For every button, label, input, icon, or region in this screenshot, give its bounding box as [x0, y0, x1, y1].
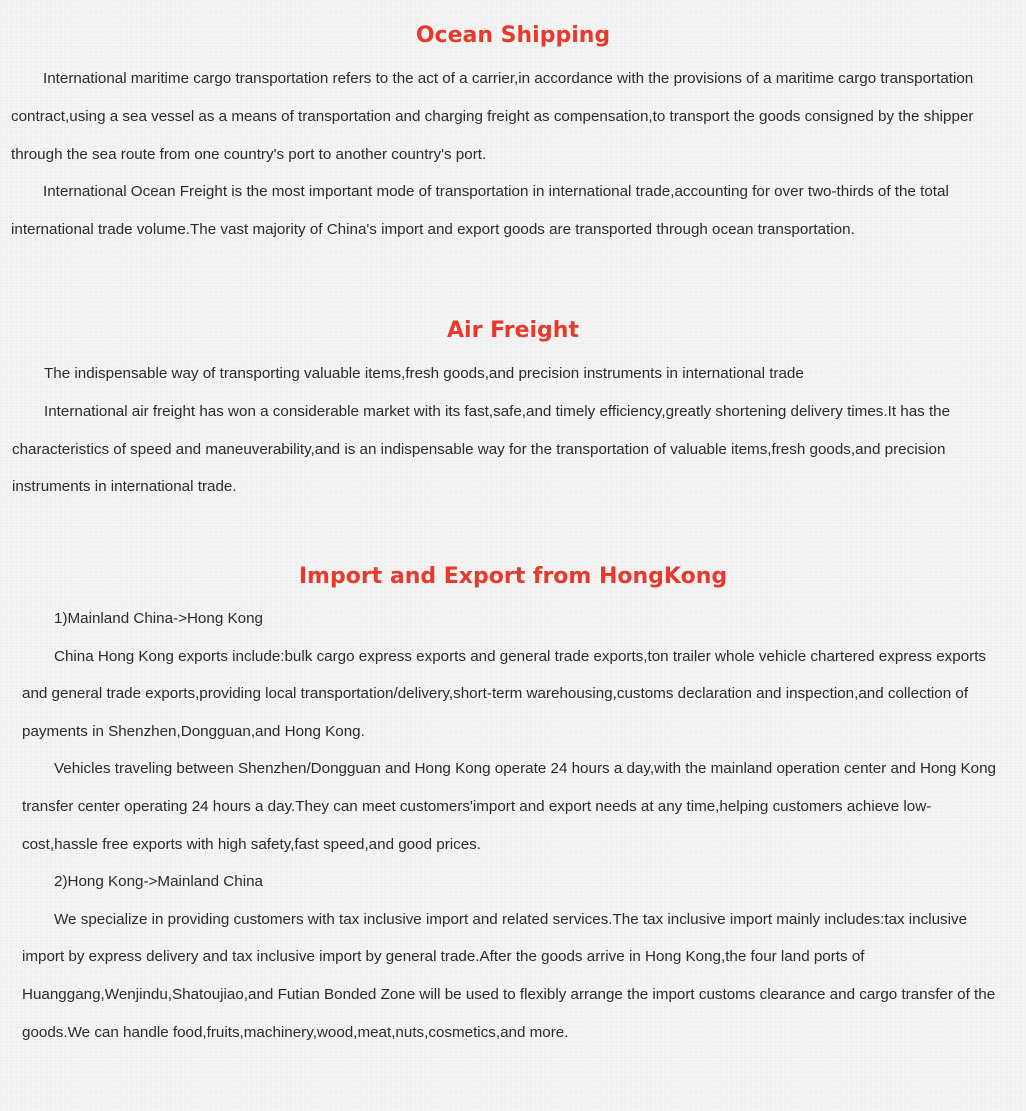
hongkong-import-export-body [0, 600, 1026, 1051]
hk-paragraph-tax-inclusive-import: We specialize in providing customers with tax inclusive import and related services.The tax inclusive import mainly includes:tax inclusive import by express delivery and tax inclusive import by general trade.After the goods arrive in Hong Kong,the four land ports of Huanggang,Wenjindu,Shatoujiao,and Futian Bonded Zone will be used to flexibly arrange the import customs clearance and cargo transfer of the goods.We can handle food,fruits,machinery,wood,meat,nuts,cosmetics,and more. [22, 910, 996, 1041]
ocean-shipping-title: Ocean Shipping [415, 23, 611, 48]
ocean-paragraph-2: International Ocean Freight is the most important mode of transportation in international trade,accounting for over two-thirds of the total international trade volume.The vast majority of China's import and export goods are transported through ocean transportation. [11, 183, 949, 239]
air-freight-title: Air Freight [447, 318, 579, 343]
ocean-paragraph-1: International maritime cargo transportation refers to the act of a carrier,in accordance with the provisions of a maritime cargo transportation contract,using a sea vessel as a means of transportation and charging freight as compensation,to transport the goods consigned by the shipper through the sea route from one country's port to another country's port. [11, 70, 974, 163]
hk-subheading-hk-to-mainland: 2)Hong Kong->Mainland China [54, 873, 263, 891]
hk-subheading-mainland-to-hk: 1)Mainland China->Hong Kong [54, 610, 263, 627]
air-paragraph-1: The indispensable way of transporting valuable items,fresh goods,and precision instruments in international trade [44, 365, 804, 382]
hongkong-import-export-section [0, 562, 1026, 1051]
hk-paragraph-vehicles: Vehicles traveling between Shenzhen/Dongguan and Hong Kong operate 24 hours a day,with the mainland operation center and Hong Kong transfer center operating 24 hours a day.They can meet customers'import and export needs at any time,helping customers achieve low-cost,hassle free exports with high safety,fast speed,and good prices. [22, 760, 997, 853]
air-freight-section [0, 316, 1026, 506]
hk-paragraph-exports: China Hong Kong exports include:bulk cargo express exports and general trade exports,ton trailer whole vehicle chartered express exports and general trade exports,providing local transportation/delivery,short-term warehousing,customs declaration and inspection,and collection of payments in Shenzhen,Dongguan,and Hong Kong. [22, 647, 987, 740]
air-paragraph-2: International air freight has won a considerable market with its fast,safe,and timely efficiency,greatly shortening delivery times.It has the characteristics of speed and maneuverability,and is an indispensable way for the transportation of valuable items,fresh goods,and precision instruments in international trade. [12, 402, 951, 496]
ocean-shipping-section [0, 21, 1026, 249]
hongkong-import-export-title: Import and Export from HongKong [298, 564, 728, 589]
air-freight-body [0, 355, 1026, 506]
ocean-shipping-body [0, 60, 1026, 249]
